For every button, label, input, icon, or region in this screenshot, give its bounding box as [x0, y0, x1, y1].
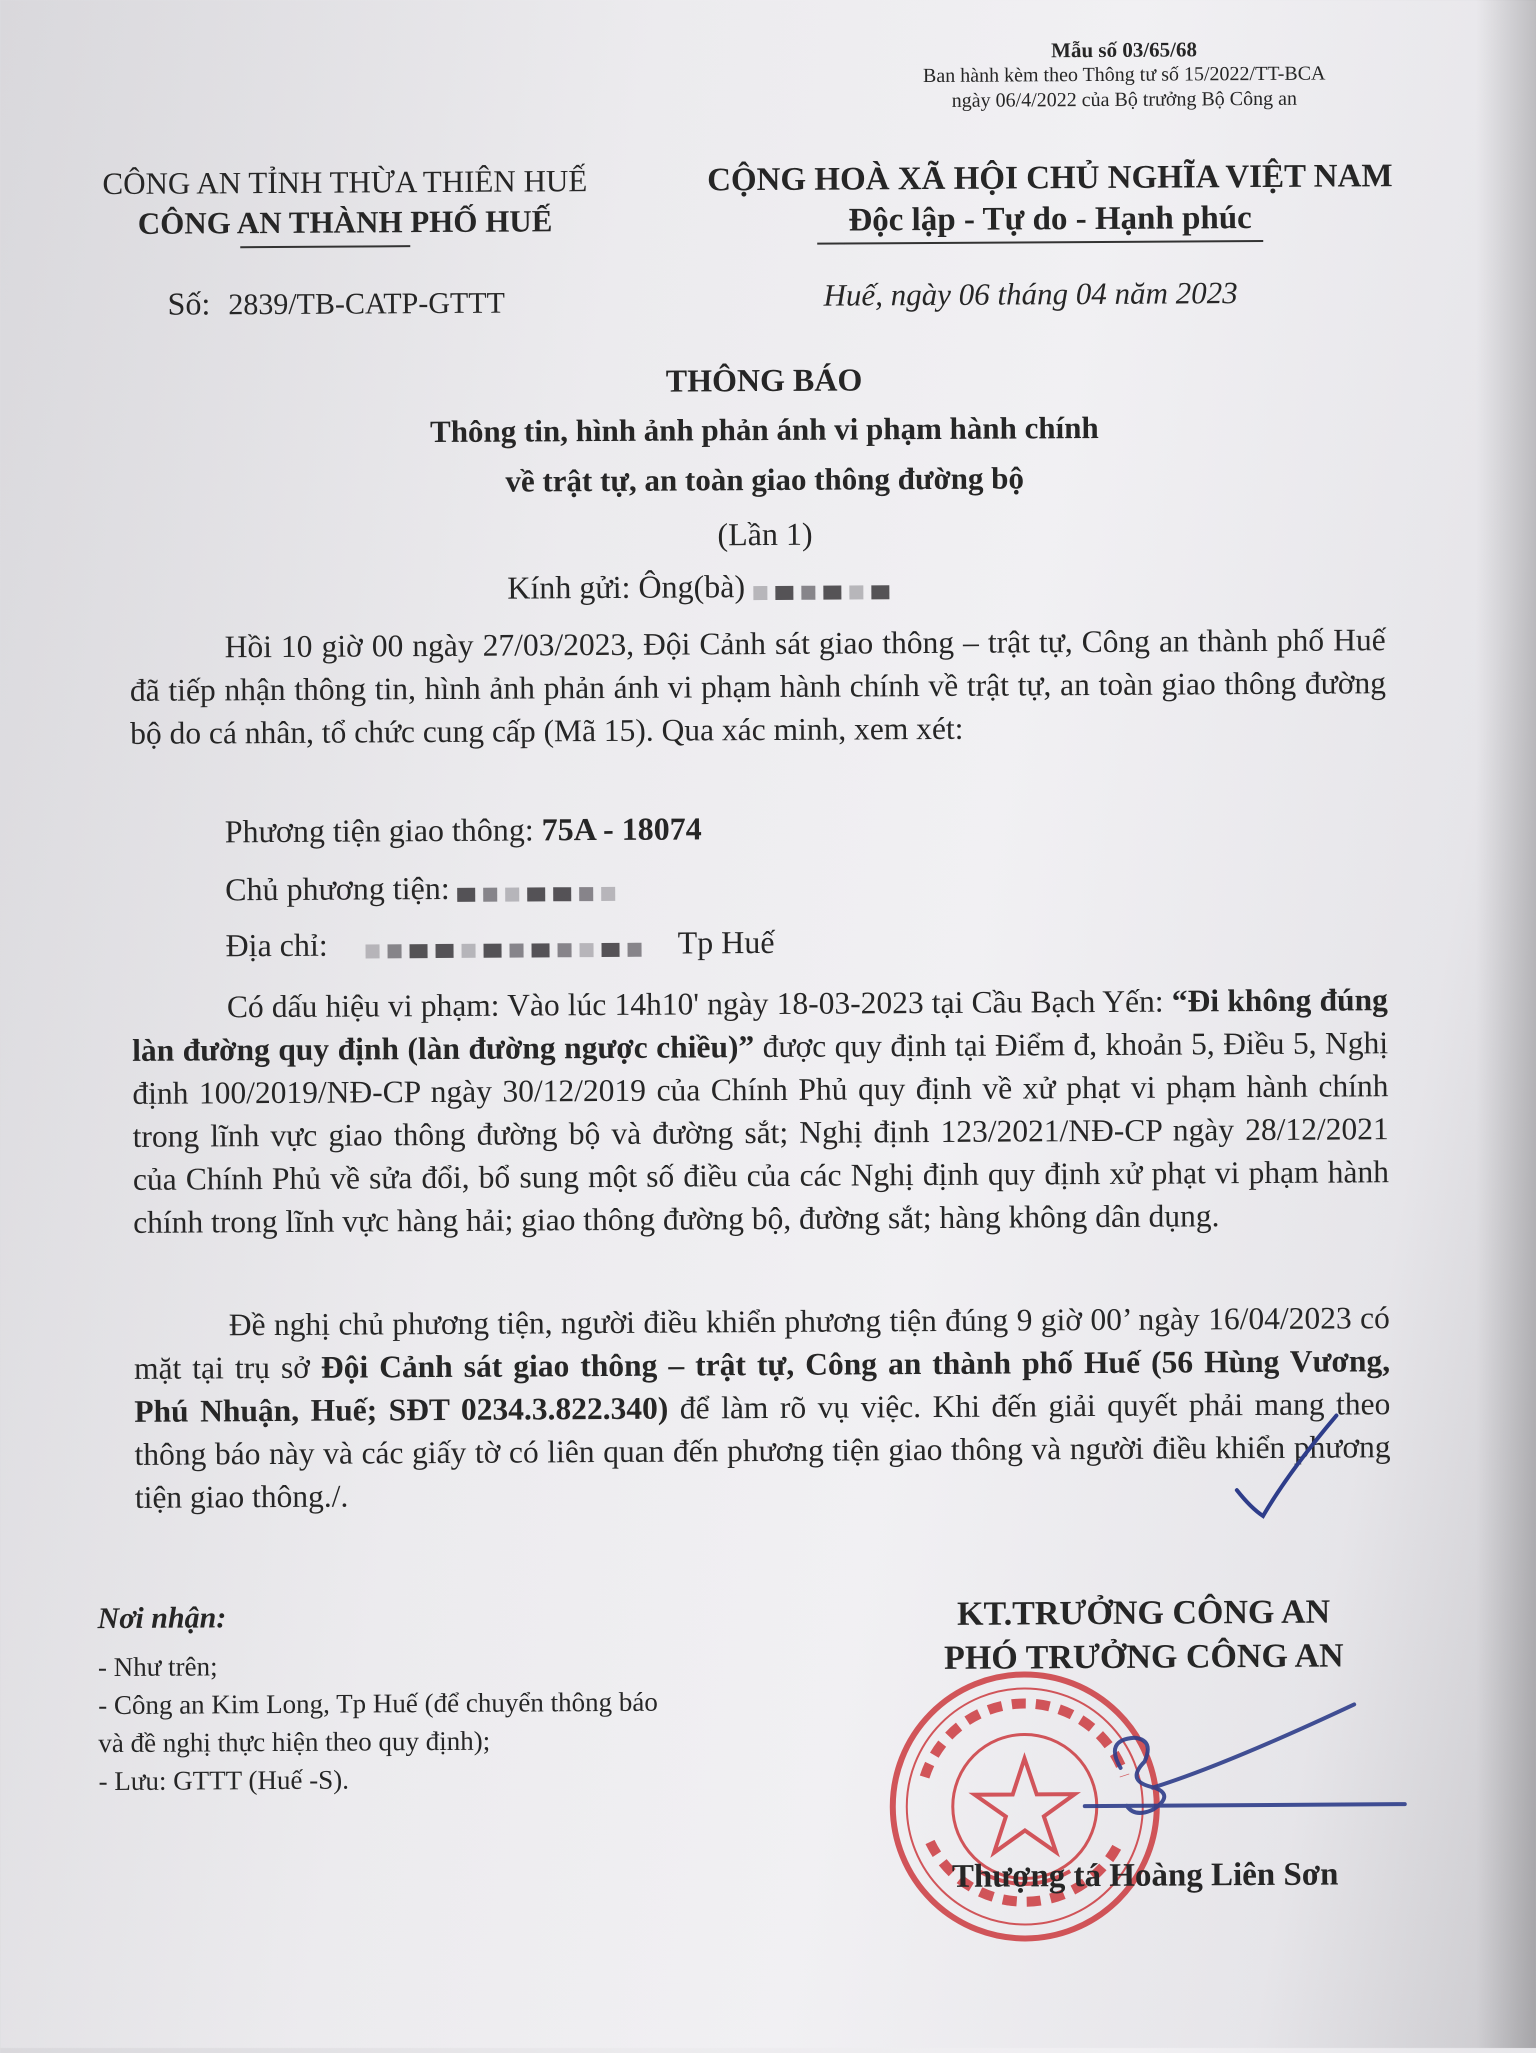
vehicle-label: Phương tiện giao thông:: [224, 811, 542, 850]
document-round: (Lần 1): [717, 515, 813, 553]
doc-number-label: Số:: [167, 285, 211, 322]
agency-parent: CÔNG AN TỈNH THỪA THIÊN HUẾ: [102, 163, 588, 202]
recipients-item: và đề nghị thực hiện theo quy định);: [98, 1725, 491, 1759]
address-row: [225, 924, 774, 968]
signer-name: Thượng tá Hoàng Liên Sơn: [951, 1856, 1339, 1895]
doc-number-value: 2839/TB-CATP-GTTT: [228, 286, 506, 322]
document-subtitle-1: Thông tin, hình ảnh phản ánh vi phạm hành chính: [429, 409, 1099, 450]
paragraph-intake: [130, 618, 1387, 755]
form-issued-line1: Ban hành kèm theo Thông tư số 15/2022/TT-BCA: [922, 62, 1326, 88]
violation-description: “Đi không đúng làn đường quy định (làn đường ngược chiều)”: [132, 982, 1388, 1068]
address-label: Địa chỉ:: [225, 926, 328, 964]
vehicle-plate: 75A - 18074: [541, 810, 702, 848]
check-mark-icon: [1232, 1411, 1343, 1522]
recipient-label: Kính gửi: Ông(bà): [507, 568, 746, 606]
request-location: Đội Cảnh sát giao thông – trật tự, Công an thành phố Huế (56 Hùng Vương, Phú Nhuận, Huế; SĐT 0234.3.822.340): [134, 1343, 1391, 1429]
owner-label: Chủ phương tiện:: [225, 869, 450, 908]
request-start: Đề nghị chủ phương tiện, người điều khiển phương tiện đúng 9 giờ 00’ ngày 16/04/2023 có mặt tại trụ sở: [133, 1300, 1390, 1386]
nation-name: CỘNG HOÀ XÃ HỘI CHỦ NGHĨA VIỆT NAM: [707, 158, 1393, 199]
vehicle-row: [225, 810, 702, 850]
redacted-name: [753, 570, 897, 608]
owner-row: [225, 869, 624, 912]
signature-title-line2: PHÓ TRƯỞNG CÔNG AN: [944, 1637, 1344, 1677]
recipients-item: - Công an Kim Long, Tp Huế (để chuyển thông báo: [98, 1686, 658, 1721]
redacted-owner: [458, 872, 624, 910]
address-city: Tp Huế: [677, 923, 775, 961]
recipients-item: - Lưu: GTTT (Huế -S).: [98, 1764, 350, 1797]
recipient-line: [507, 567, 897, 610]
violation-legal-basis: được quy định tại Điểm đ, khoản 5, Điều 5, Nghị định 100/2019/NĐ-CP ngày 30/12/2019 của Chính Phủ quy định về xử phạt vi phạm hành chính trong lĩnh vực giao thông đường bộ và đường sắt; Nghị định 123/2021/NĐ-CP ngày 28/12/2021 của Chính Phủ về sửa đổi, bổ sung một số điều của các Nghị định quy định xử phạt vi phạm hành chính trong lĩnh vực hàng hải; giao thông đường bộ, đường sắt; hàng không dân dụng.: [132, 1025, 1390, 1240]
recipients-heading: Nơi nhận:: [97, 1601, 227, 1636]
nation-motto: Độc lập - Tự do - Hạnh phúc: [848, 200, 1252, 239]
document-title: THÔNG BÁO: [665, 361, 863, 399]
request-end: để làm rõ vụ việc. Khi đến giải quyết phải mang theo thông báo này và các giấy tờ có liên quan đến phương tiện giao thông và người điều khiển phương tiện giao thông./.: [134, 1386, 1391, 1515]
document-subtitle-2: về trật tự, an toàn giao thông đường bộ: [505, 460, 1025, 499]
form-number: Mẫu số 03/65/68: [1051, 37, 1198, 63]
handwritten-signature-icon: [1064, 1676, 1425, 1848]
form-header: [874, 36, 1374, 114]
nation-block: [675, 156, 1425, 243]
page-edge-shadow: [1476, 0, 1536, 2048]
paragraph-violation: [132, 978, 1390, 1244]
redacted-address: [366, 928, 650, 967]
document-date: Huế, ngày 06 tháng 04 năm 2023: [823, 275, 1238, 313]
agency-name: CÔNG AN THÀNH PHỐ HUẾ: [137, 203, 553, 241]
agency-underline: [240, 245, 410, 248]
document-number: [167, 284, 505, 323]
intake-text: Hồi 10 giờ 00 ngày 27/03/2023, Đội Cảnh sát giao thông – trật tự, Công an thành phố Huế đã tiếp nhận thông tin, hình ảnh phản ánh vi phạm hành chính về trật tự, an toàn giao thông đường bộ do cá nhân, tổ chức cung cấp (Mã 15). Qua xác minh, xem xét:: [129, 622, 1387, 751]
form-issued-line2: ngày 06/4/2022 của Bộ trưởng Bộ Công an: [951, 87, 1298, 112]
agency-block: [65, 161, 625, 244]
violation-intro: Có dấu hiệu vi phạm: Vào lúc 14h10' ngày 18-03-2023 tại Cầu Bạch Yến:: [226, 983, 1164, 1025]
signature-title-line1: KT.TRƯỞNG CÔNG AN: [956, 1593, 1331, 1633]
paragraph-request: [134, 1296, 1391, 1519]
recipients-item: - Như trên;: [97, 1651, 218, 1683]
